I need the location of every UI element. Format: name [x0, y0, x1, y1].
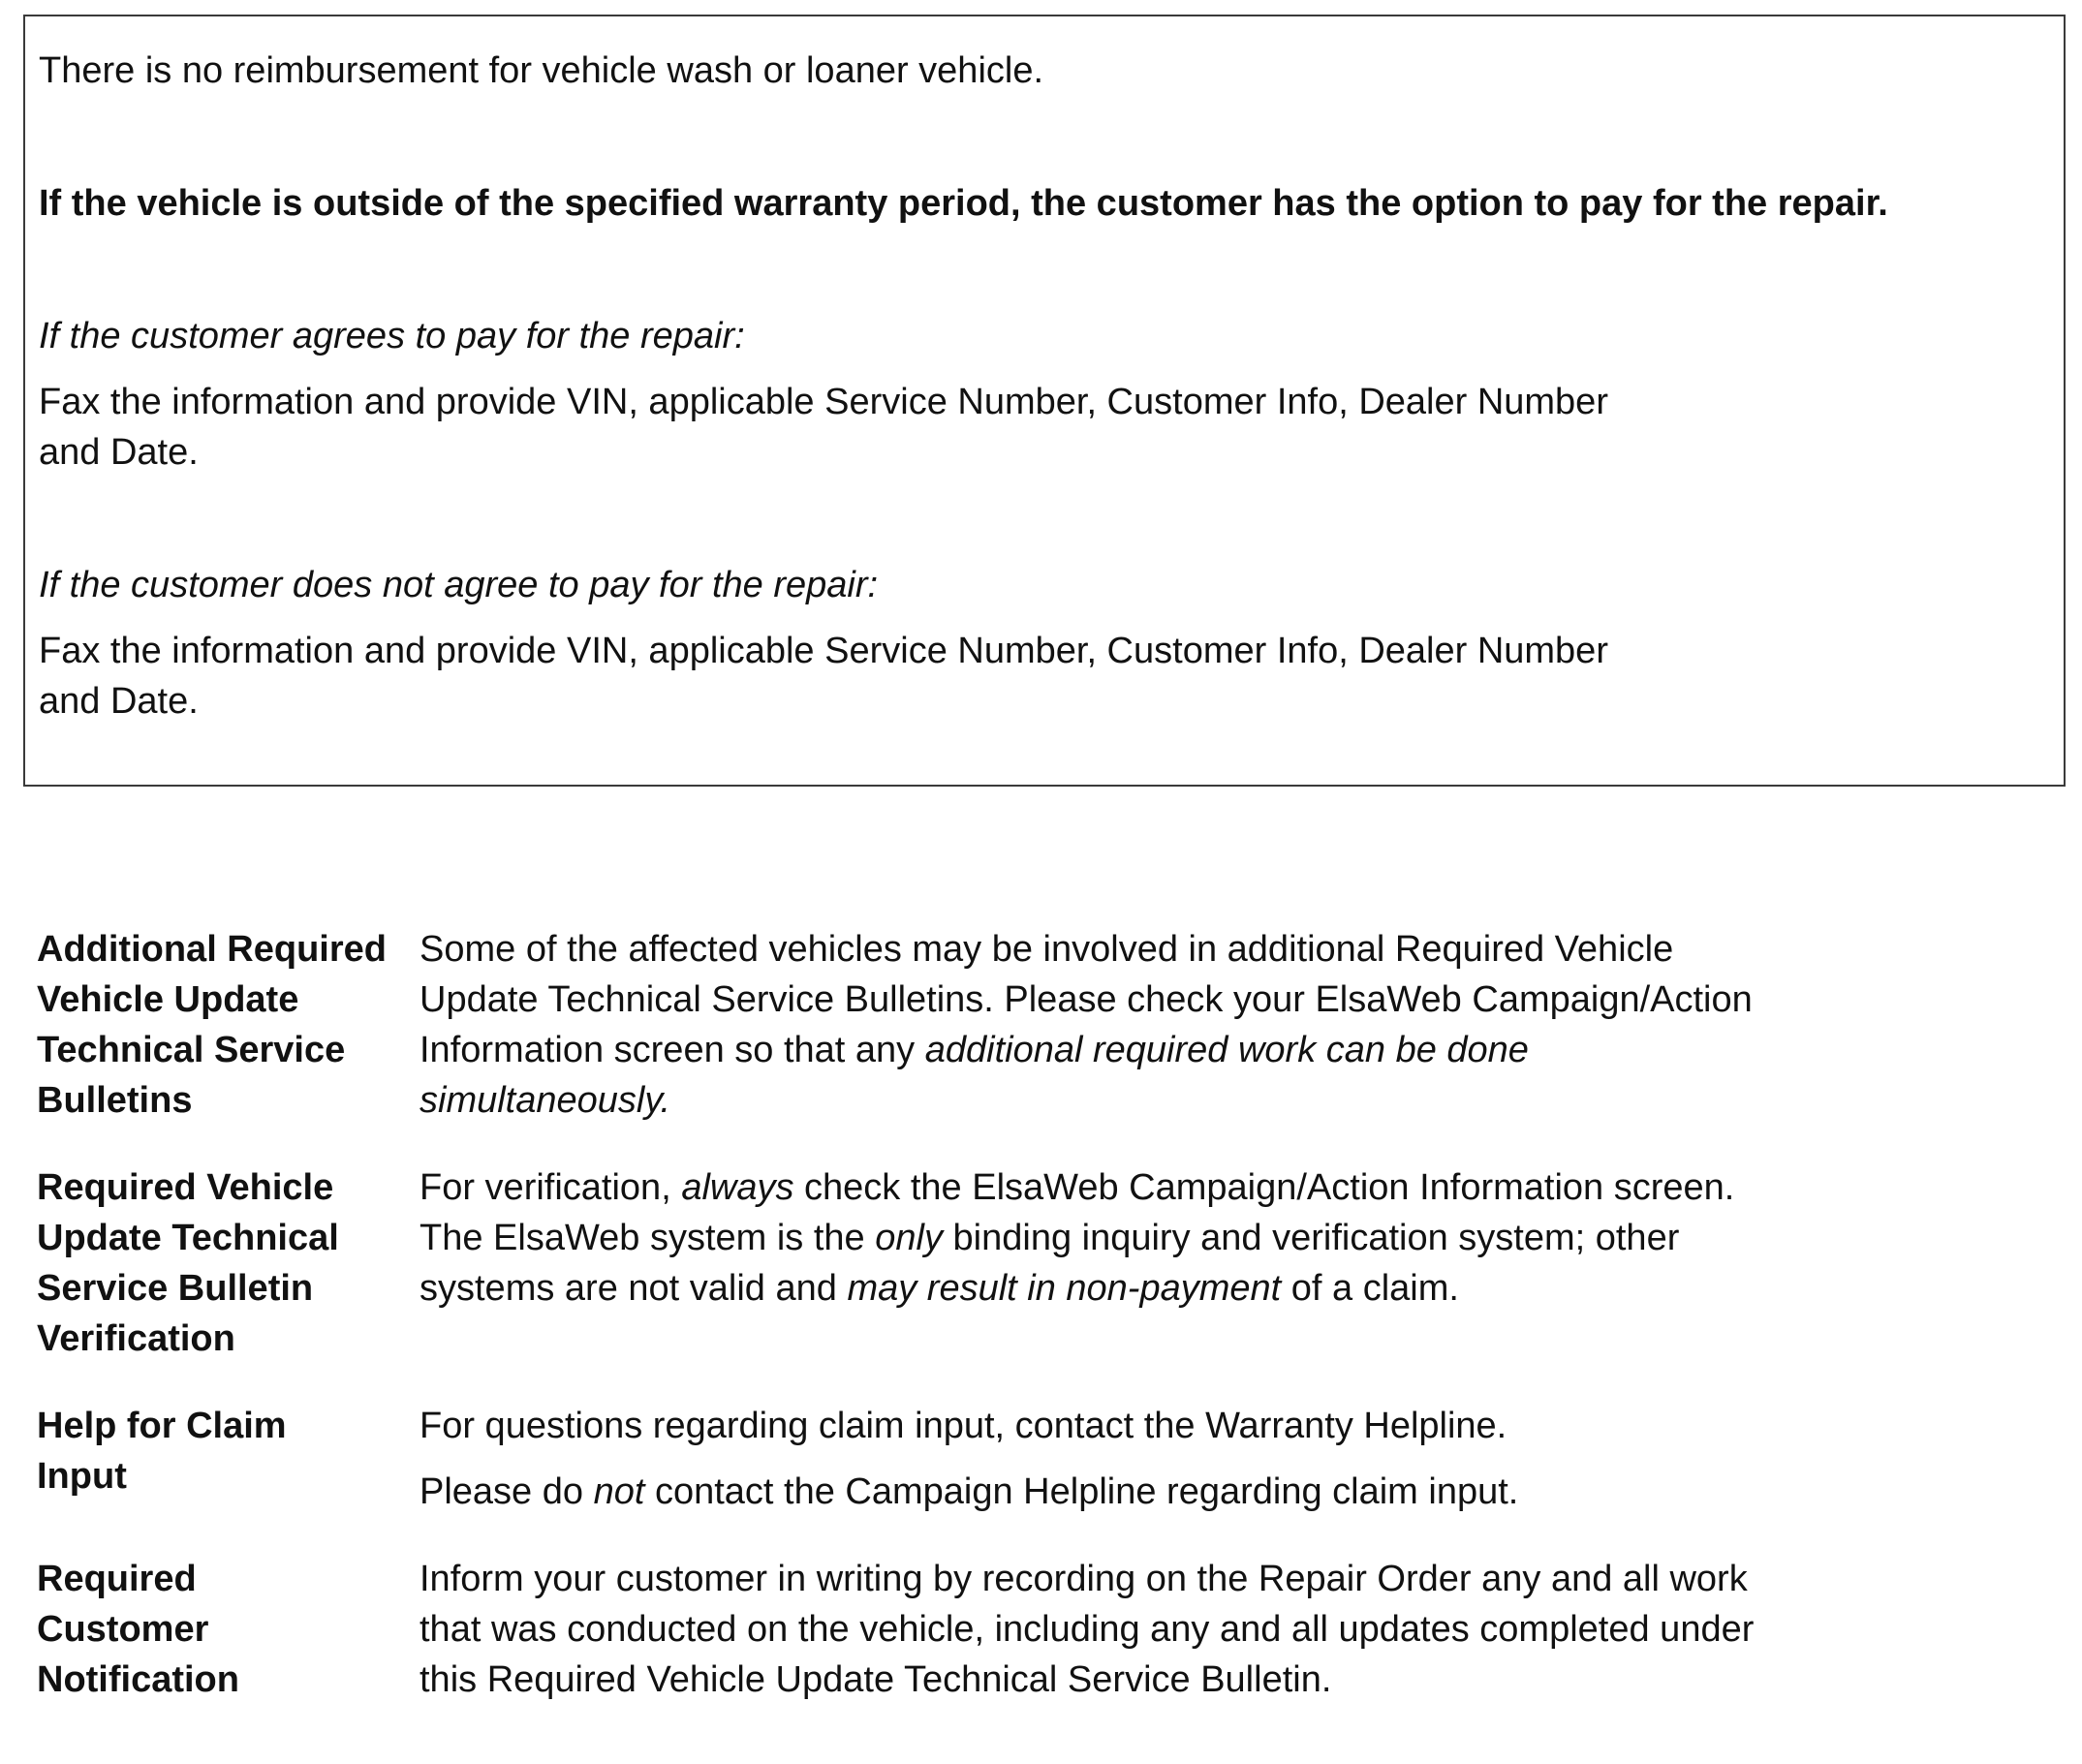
- text-run: contact the Campaign Helpline regarding claim input.: [644, 1471, 1519, 1512]
- section-body: [420, 1162, 1776, 1364]
- text-run: Some of the affected vehicles may be involved in additional Required Vehicle Update Technical Service Bulletins. Please check your ElsaWeb Campaign/Action Information screen so that any: [420, 929, 1753, 1070]
- emphasis-text: always: [681, 1167, 794, 1208]
- info-section-table: [37, 924, 1776, 1742]
- section-verification: [37, 1162, 1776, 1364]
- section-label: Additional Required Vehicle Update Technical Service Bulletins: [37, 929, 387, 1121]
- section-label: [37, 1554, 420, 1705]
- section-text: Inform your customer in writing by recording on the Repair Order any and all work that was conducted on the vehicle, including any and all updates completed under this Required Vehicle Update Technical Service Bulletin.: [420, 1559, 1755, 1700]
- help-line-2: [420, 1467, 1776, 1517]
- section-body: [420, 1554, 1776, 1705]
- customer-agrees-heading: If the customer agrees to pay for the repair:: [39, 316, 745, 356]
- payment-note-box: [23, 15, 2066, 787]
- warranty-period-note: If the vehicle is outside of the specified warranty period, the customer has the option to pay for the repair.: [39, 183, 1888, 224]
- section-label-text: Required Customer Notification: [37, 1559, 239, 1700]
- customer-disagrees-instructions: Fax the information and provide VIN, applicable Service Number, Customer Info, Dealer Number and Date.: [39, 631, 1608, 722]
- emphasis-text: only: [875, 1218, 943, 1258]
- emphasis-text: not: [593, 1471, 645, 1512]
- section-body: [420, 1401, 1776, 1517]
- text-run: of a claim.: [1281, 1268, 1459, 1309]
- text-run: binding inquiry and verification system; other systems are not valid and: [420, 1218, 1680, 1309]
- help-line-1: For questions regarding claim input, contact the Warranty Helpline.: [420, 1406, 1507, 1446]
- section-additional-bulletins: [37, 924, 1776, 1126]
- section-body: [420, 924, 1776, 1126]
- section-text: [420, 924, 1776, 1126]
- section-help-claim-input: [37, 1401, 1776, 1517]
- section-customer-notification: [37, 1554, 1776, 1705]
- section-label-text: Help for Claim Input: [37, 1406, 287, 1497]
- text-run: Please do: [420, 1471, 594, 1512]
- text-run: For verification,: [420, 1167, 682, 1208]
- section-label: Required Vehicle Update Technical Service Bulletin Verification: [37, 1167, 339, 1359]
- emphasis-text: may result in non-payment: [847, 1268, 1282, 1309]
- reimbursement-note: There is no reimbursement for vehicle wash or loaner vehicle.: [39, 50, 1044, 91]
- section-label: [37, 1401, 420, 1517]
- section-text: [420, 1162, 1776, 1314]
- text-run: check the ElsaWeb Campaign/Action Information screen. The ElsaWeb system is the: [420, 1167, 1735, 1258]
- emphasis-text: additional required work can be done simultaneously.: [420, 1030, 1529, 1121]
- customer-disagrees-heading: If the customer does not agree to pay for the repair:: [39, 565, 879, 605]
- customer-agrees-instructions: Fax the information and provide VIN, applicable Service Number, Customer Info, Dealer Number and Date.: [39, 382, 1608, 473]
